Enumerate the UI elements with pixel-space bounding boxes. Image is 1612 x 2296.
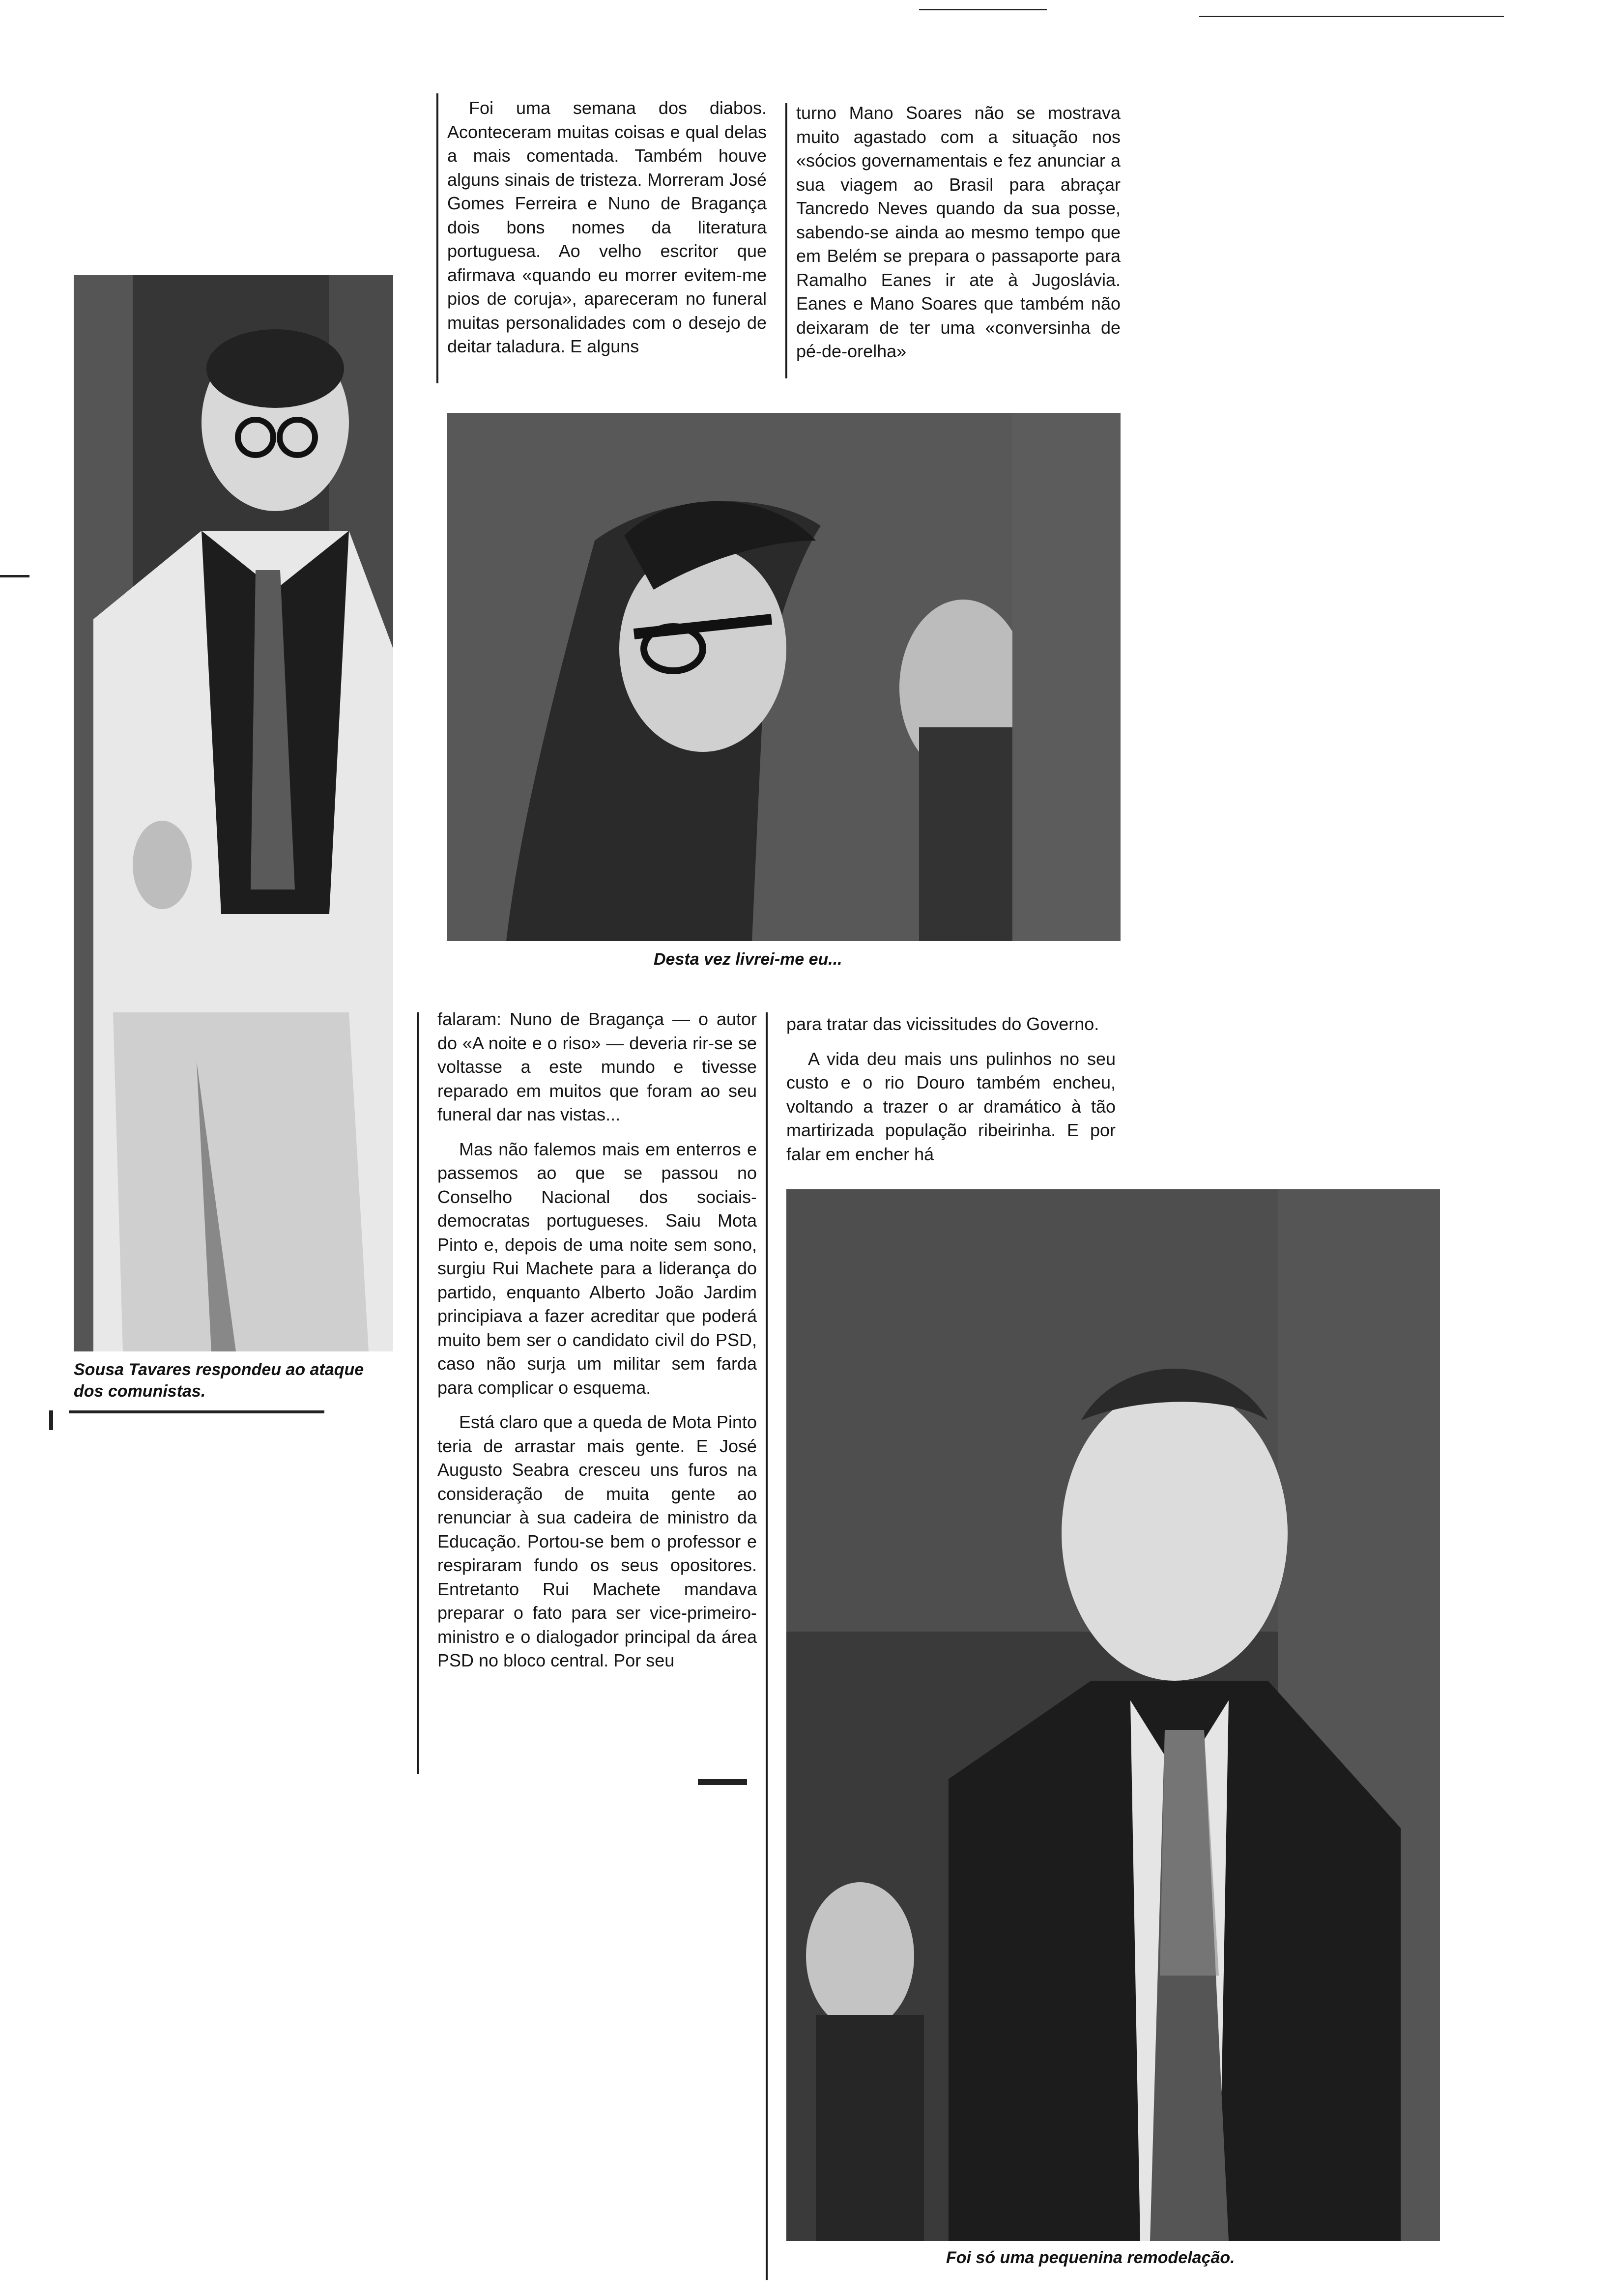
article-paragraph: para tratar das vicissitudes do Governo. bbox=[786, 1014, 1099, 1034]
photo-middle bbox=[447, 413, 1121, 941]
caption-right-photo: Foi só uma pequenina remodelação. bbox=[946, 2248, 1235, 2267]
article-paragraph: Mas não falemos mais em enterros e passemos ao que se passou no Conselho Nacional dos sociais-democratas portugueses. Saiu Mota Pinto e, depois de uma noite sem sono, surgiu Rui Machete para a liderança do partido, enquanto Alberto João Jardim principiava a fazer acreditar que poderá muito bem ser o candidato civil do PSD, caso não surja um militar sem farda para complicar o esquema. bbox=[437, 1139, 757, 1398]
article-column-top-right bbox=[796, 101, 1121, 374]
column-rule bbox=[766, 1012, 768, 2280]
article-paragraph: Está claro que a queda de Mota Pinto teria de arrastar mais gente. E José Augusto Seabra cresceu uns furos na consideração de muita gente ao renunciar à sua cadeira de ministro da Educação. Portou-se bem o professor e respiraram fundo os seus opositores. Entretanto Rui Machete mandava preparar o fato para ser vice-primeiro-ministro e o dialogador principal da área PSD no bloco central. Por seu bbox=[437, 1412, 757, 1670]
article-column-top-left bbox=[447, 96, 767, 370]
scan-artifact-line bbox=[919, 9, 1047, 10]
article-column-bottom-left bbox=[437, 1007, 757, 1684]
column-rule bbox=[785, 103, 787, 378]
scan-artifact-mark bbox=[0, 575, 29, 577]
photo-right bbox=[786, 1189, 1440, 2241]
article-paragraph: falaram: Nuno de Bragança — o autor do «A noite e o riso» — deveria rir-se se voltasse a este mundo e tivesse reparado em muitos que foram ao seu funeral dar nas vistas... bbox=[437, 1009, 757, 1124]
scan-artifact-mark bbox=[49, 1410, 53, 1430]
article-paragraph: Foi uma semana dos diabos. Aconteceram muitas coisas e qual delas a mais comentada. Também houve alguns sinais de tristeza. Morreram José Gomes Ferreira e Nuno de Bragança dois bons nomes da literatura portuguesa. Ao velho escritor que afirmava «quando eu morrer evitem-me pios de coruja», apareceram no funeral muitas personalidades com o desejo de deitar taladura. E alguns bbox=[447, 98, 767, 356]
scan-artifact-line bbox=[1199, 16, 1504, 17]
caption-middle-photo: Desta vez livrei-me eu... bbox=[654, 950, 842, 969]
column-rule bbox=[417, 1012, 419, 1774]
scan-artifact-mark bbox=[698, 1779, 747, 1785]
scan-artifact-line bbox=[69, 1410, 324, 1413]
photo-sousa-tavares bbox=[74, 275, 393, 1351]
column-rule bbox=[436, 93, 438, 383]
article-paragraph: A vida deu mais uns pulinhos no seu custo e o rio Douro também encheu, voltando a trazer o ar dramático à tão martirizada população ribeirinha. E por falar em encher há bbox=[786, 1048, 1116, 1164]
caption-left-photo: Sousa Tavares respondeu ao ataque dos comunistas. bbox=[74, 1360, 364, 1401]
article-paragraph: turno Mano Soares não se mostrava muito agastado com a situação nos «sócios governamentais e fez anunciar a sua viagem ao Brasil para abraçar Tancredo Neves quando da sua posse, sabendo-se ainda ao mesmo tempo que em Belém se prepara o passaporte para Ramalho Eanes ir ate à Jugoslávia. Eanes e Mano Soares que também não deixaram de ter uma «conversinha de pé-de-orelha» bbox=[796, 103, 1121, 361]
article-column-bottom-right bbox=[786, 1012, 1116, 1177]
